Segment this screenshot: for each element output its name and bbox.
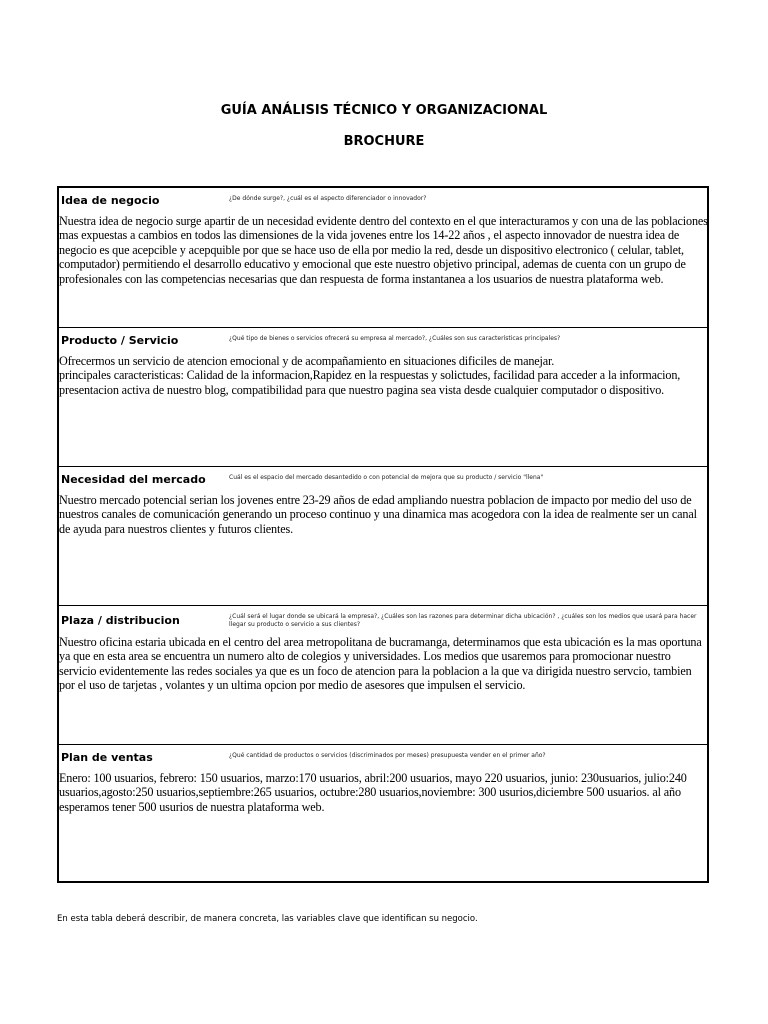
section-label: Producto / Servicio [61,334,179,347]
section-text: Nuestro oficina estaria ubicada en el centro del area metropolitana de bucramanga, determinamos que esta ubicación es la mas oportuna ya que en esta area se encuentra un numero alto de colegios y universidades. Los medios que usaremos para promocionar nuestro servicio evidentemente las redes sociales ya que es un foco de atencion para la poblacion a la que va dirigida nuestro servcio, tambien por el uso de tarjetas , volantes y un ultima opcion por medio de asesores que impulsen el servicio. [59,635,702,693]
analysis-table [57,186,709,883]
section-label: Plan de ventas [61,751,153,764]
footer-note: En esta tabla deberá describir, de manera concreta, las variables clave que identifican su negocio. [57,914,478,924]
section-plan-de-ventas [59,744,707,881]
section-question: ¿Qué tipo de bienes o servicios ofrecerá su empresa al mercado?, ¿Cuáles son sus características principales? [229,335,561,342]
section-label: Plaza / distribucion [61,614,180,627]
section-label: Idea de negocio [61,194,160,207]
section-necesidad-del-mercado [59,466,707,605]
section-question: Cuál es el espacio del mercado desantedido o con potencial de mejora que su producto / servicio "llena" [229,474,544,481]
section-text: Enero: 100 usuarios, febrero: 150 usuarios, marzo:170 usuarios, abril:200 usuarios, mayo 220 usuarios, junio: 230usuarios, julio:240 usuarios,agosto:250 usuarios,septiembre:265 usuarios, octubre:280 usuarios,noviembre: 300 usurios,diciembre 500 usuarios. al año esperamos tener 500 usurios de nuestra plataforma web. [59,771,687,814]
section-question: ¿De dónde surge?, ¿cuál es el aspecto diferenciador o innovador? [229,195,427,202]
document-title: GUÍA ANÁLISIS TÉCNICO Y ORGANIZACIONAL [220,103,548,118]
section-plaza-distribucion [59,605,707,744]
section-idea-de-negocio [59,188,707,327]
section-text: Nuestra idea de negocio surge apartir de un necesidad evidente dentro del contexto en el que interacturamos y con una de las poblaciones mas expuestas a cambios en todos las dimensiones de la vida jovenes entre los 14-22 años , el aspecto innovador de nuestra idea de negocio es que acepcible y acepquible por que se hace uso de ella por medio la red, desde un dispositivo electronico ( celular, tablet, computador) permitiendo el desarrollo educativo y emocional que este nuestro objetivo principal, ademas de cuenta con un grupo de profesionales con las competencias necesarias que dan respuesta de forma instantanea a los usuarios de nuestra plataforma web. [59,214,708,286]
document-subtitle: BROCHURE [343,134,425,149]
section-question: ¿Qué cantidad de productos o servicios (discriminados por meses) presupuesta vender en el primer año? [229,752,546,759]
section-text: Nuestro mercado potencial serian los jovenes entre 23-29 años de edad ampliando nuestra poblacion de impacto por medio del uso de nuestros canales de comunicación generando un proceso continuo y una dinamica mas acogedora con la idea de realmente ser un canal de ayuda para nuestros clientes y futuros clientes. [59,493,697,536]
section-question: ¿Cuál será el lugar donde se ubicará la empresa?, ¿Cuáles son las razones para determinar dicha ubicación? , ¿cuáles son los medios que usará para hacer llegar su producto o servicio a sus clientes? [229,613,697,628]
section-producto-servicio [59,327,707,466]
section-text: Ofrecermos un servicio de atencion emocional y de acompañamiento en situaciones dificiles de manejar. principales caracteristicas: Calidad de la informacion,Rapidez en la respuestas y solictudes, facilidad para acceder a la informacion, presentacion activa de nuestro blog, compatibilidad para que nuestro pagina sea vista desde cualquier computador o dispositivo. [59,354,681,397]
section-label: Necesidad del mercado [61,473,206,486]
